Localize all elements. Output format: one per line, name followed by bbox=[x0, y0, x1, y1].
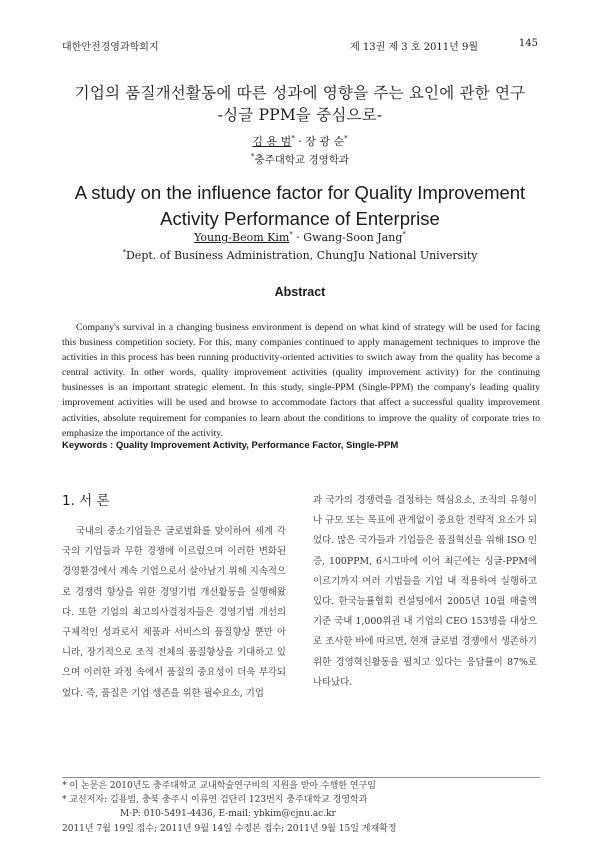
english-author2-mark: * bbox=[402, 230, 406, 239]
footnote-corresponding: * 교신저자: 김용범, 충북 충주시 이류면 검단리 123번지 충주대학교 경영학과 bbox=[62, 795, 368, 806]
korean-author1-mark: * bbox=[291, 134, 295, 143]
english-title-line1: A study on the influence factor for Quality Improvement bbox=[74, 182, 526, 203]
keywords: Keywords : Quality Improvement Activity, Performance Factor, Single-PPM bbox=[62, 440, 399, 451]
english-title bbox=[0, 180, 600, 232]
section-heading: 1. 서 론 bbox=[62, 493, 110, 509]
journal-name: 대한안전경영과학회지 bbox=[62, 42, 159, 53]
korean-affiliation-mark: * bbox=[250, 152, 255, 161]
intro-left-column: 국내의 중소기업들은 글로벌화를 맞이하여 세계 각국의 기업들과 무한 경쟁에 이르렀으며 이러한 변화된 경영환경에서 계속 기업으로서 살아남기 위해 지속적으로 경쟁력 향상을 위한 경영기법 개선활동을 실행해왔다. 또한 기업의 최고의사결정자들은 경영기법 개선의 구체적인 성과로서 제품과 서비스의 품질향상 뿐만 아니라, 장기적으로 조직 전체의 품질향상을 기대하고 있으며 이러한 과정 속에서 품질의 중요성이 더욱 부각되었다. 즉, 품질은 기업 생존을 위한 필수요소, 기업 bbox=[62, 526, 286, 699]
running-header bbox=[62, 38, 538, 52]
english-author1: Young-Beom Kim bbox=[194, 231, 290, 244]
footnote-divider bbox=[62, 777, 540, 778]
korean-title bbox=[0, 82, 600, 126]
korean-author2-mark: * bbox=[344, 134, 348, 143]
issue-info: 제 13권 제 3 호 2011년 9월 bbox=[350, 42, 478, 53]
page-number: 145 bbox=[518, 38, 538, 49]
abstract-heading: Abstract bbox=[274, 285, 326, 299]
english-affiliation-text: Dept. of Business Administration, ChungJu National University bbox=[125, 249, 478, 262]
english-affiliation bbox=[0, 249, 600, 262]
footnote-funding: * 이 논문은 2010년도 충주대학교 교내학술연구비의 지원을 받아 수행한 연구임 bbox=[62, 781, 376, 791]
footnotes bbox=[62, 779, 540, 836]
korean-author1: 김 용 범 bbox=[252, 135, 292, 148]
korean-title-line2: -싱글 PPM을 중심으로- bbox=[217, 106, 383, 124]
korean-author-separator: · bbox=[294, 135, 306, 148]
english-author1-mark: * bbox=[289, 230, 293, 239]
korean-affiliation bbox=[0, 152, 600, 167]
korean-authors bbox=[0, 133, 600, 149]
korean-affiliation-text: 충주대학교 경영학과 bbox=[254, 154, 350, 166]
footnote-contact: M·P: 010-5491-4436, E-mail: ybkim@cjnu.ac.kr bbox=[120, 809, 336, 820]
intro-right-column: 과 국가의 경쟁력을 결정하는 핵심요소, 조직의 유형이나 규모 또는 목표에 관계없이 중요한 전략적 요소가 되었다. 많은 국가들과 기업들은 품질혁신을 위해 ISO 인증, 100PPM, 6시그마에 이어 최근에는 싱글-PPM에 이르기까지 여러 기법들을 기업 내 적용하여 실행하고 있다. 한국능률협회 컨설팅에서 2005년 10월 매출액 기준 국내 1,000위권 내 기업의 CEO 153명을 대상으로 조사한 바에 따르면, 현재 글로벌 경쟁에서 생존하기 위한 경영혁신활동을 펼치고 있다는 응답률이 87%로 나타났다. bbox=[313, 495, 537, 688]
english-author2: Gwang-Soon Jang bbox=[303, 231, 403, 244]
korean-title-line1: 기업의 품질개선활동에 따른 성과에 영향을 주는 요인에 관한 연구 bbox=[74, 84, 526, 102]
english-affiliation-mark: * bbox=[122, 248, 126, 257]
korean-author2: 장 광 순 bbox=[305, 135, 345, 148]
english-author-separator: · bbox=[292, 231, 304, 244]
english-authors bbox=[0, 231, 600, 244]
footnote-dates: 2011년 7월 19일 접수; 2011년 9월 14일 수정본 접수; 2011년 9월 15일 게재확정 bbox=[62, 823, 397, 834]
english-title-line2: Activity Performance of Enterprise bbox=[160, 208, 440, 229]
abstract-body: Company's survival in a changing business environment is depend on what kind of strategy will be used for facing this business competition society. For this, many companies continued to apply management techniques to improve the activities in this process has been running productivity-oriented activities to switch away from the quality has become a central activity. In other words, quality improvement activities (quality improvement activity) for the continuing businesses is an important strategic element. In this study, single-PPM (Single-PPM) the company's leading quality improvement activities will be used and browse to accommodate factors that affect a successful quality improvement activities, absolute requirement for companies to learn about the conditions to improve the quality of corporate tries to emphasize the importance of the activity. bbox=[62, 322, 540, 439]
